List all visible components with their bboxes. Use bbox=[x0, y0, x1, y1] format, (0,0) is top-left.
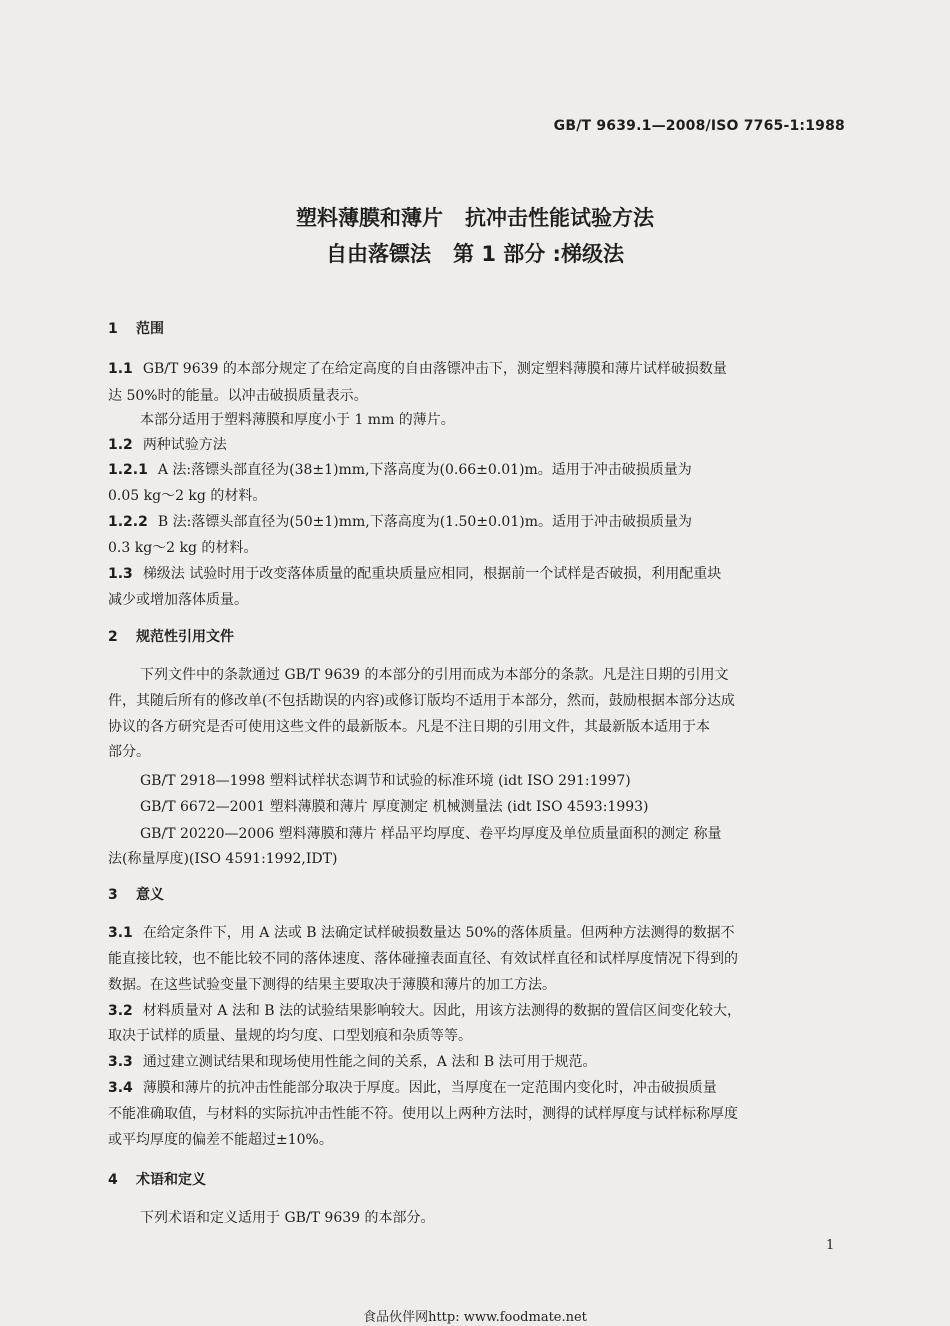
section-heading: 4 术语和定义 bbox=[108, 1172, 206, 1188]
paragraph-line: 取决于试样的质量、量规的均匀度、口型划痕和杂质等等。 bbox=[108, 1028, 472, 1044]
document-title-line-1 bbox=[0, 202, 950, 232]
paragraph-line: 件，其随后所有的修改单(不包括勘误的内容)或修订版均不适用于本部分，然而，鼓励根据本部分达成 bbox=[108, 693, 735, 709]
page-number: 1 bbox=[826, 1238, 835, 1253]
section-heading: 3 意义 bbox=[108, 887, 164, 903]
paragraph-line: 下列文件中的条款通过 GB/T 9639 的本部分的引用而成为本部分的条款。凡是注日期的引用文 bbox=[140, 667, 729, 683]
section-heading: 2 规范性引用文件 bbox=[108, 629, 234, 645]
title-part: 抗冲击性能试验方法 bbox=[465, 206, 654, 230]
paragraph-line: 减少或增加落体质量。 bbox=[108, 592, 248, 608]
paragraph-line: 下列术语和定义适用于 GB/T 9639 的本部分。 bbox=[140, 1210, 435, 1226]
paragraph-line: 1.3 梯级法 试验时用于改变落体质量的配重块质量应相同，根据前一个试样是否破损，利用配重块 bbox=[108, 566, 722, 582]
paragraph-line: 1.2 两种试验方法 bbox=[108, 437, 227, 453]
reference-entry: GB/T 20220—2006 塑料薄膜和薄片 样品平均厚度、卷平均厚度及单位质量面积的测定 称量 bbox=[140, 826, 722, 842]
paragraph-line: 3.3 通过建立测试结果和现场使用性能之间的关系，A 法和 B 法可用于规范。 bbox=[108, 1054, 597, 1070]
paragraph-line: 达 50%时的能量。以冲击破损质量表示。 bbox=[108, 388, 368, 404]
paragraph-line: 0.3 kg～2 kg 的材料。 bbox=[108, 540, 258, 556]
paragraph-line: 本部分适用于塑料薄膜和厚度小于 1 mm 的薄片。 bbox=[140, 412, 455, 428]
section-heading: 1 范围 bbox=[108, 321, 164, 337]
reference-entry: 法(称量厚度)(ISO 4591:1992,IDT) bbox=[108, 851, 338, 867]
paragraph-line: 1.2.2 B 法:落镖头部直径为(50±1)mm,下落高度为(1.50±0.01)m。适用于冲击破损质量为 bbox=[108, 514, 692, 530]
paragraph-line: 能直接比较，也不能比较不同的落体速度、落体碰撞表面直径、有效试样直径和试样厚度情况下得到的 bbox=[108, 951, 738, 967]
paragraph-line: 部分。 bbox=[108, 744, 150, 760]
paragraph-line: 或平均厚度的偏差不能超过±10%。 bbox=[108, 1132, 333, 1148]
paragraph-line: 协议的各方研究是否可使用这些文件的最新版本。凡是不注日期的引用文件，其最新版本适用于本 bbox=[108, 719, 710, 735]
paragraph-line: 3.2 材料质量对 A 法和 B 法的试验结果影响较大。因此，用该方法测得的数据的置信区间变化较大， bbox=[108, 1003, 742, 1019]
document-title-line-2 bbox=[0, 238, 950, 268]
title-part: 第 1 部分 :梯级法 bbox=[453, 242, 624, 266]
reference-entry: GB/T 2918—1998 塑料试样状态调节和试验的标准环境 (idt ISO 291:1997) bbox=[140, 773, 631, 789]
paragraph-line: 0.05 kg～2 kg 的材料。 bbox=[108, 488, 267, 504]
title-part: 自由落镖法 bbox=[326, 242, 432, 266]
paragraph-line: 3.1 在给定条件下，用 A 法或 B 法确定试样破损数量达 50%的落体质量。但两种方法测得的数据不 bbox=[108, 925, 735, 941]
paragraph-line: 3.4 薄膜和薄片的抗冲击性能部分取决于厚度。因此，当厚度在一定范围内变化时，冲击破损质量 bbox=[108, 1080, 717, 1096]
standard-number-header: GB/T 9639.1—2008/ISO 7765-1:1988 bbox=[553, 118, 845, 134]
title-part: 塑料薄膜和薄片 bbox=[296, 206, 443, 230]
reference-entry: GB/T 6672—2001 塑料薄膜和薄片 厚度测定 机械测量法 (idt ISO 4593:1993) bbox=[140, 799, 649, 815]
paragraph-line: 1.1 GB/T 9639 的本部分规定了在给定高度的自由落镖冲击下，测定塑料薄膜和薄片试样破损数量 bbox=[108, 361, 727, 377]
paragraph-line: 1.2.1 A 法:落镖头部直径为(38±1)mm,下落高度为(0.66±0.01)m。适用于冲击破损质量为 bbox=[108, 462, 692, 478]
paragraph-line: 数据。在这些试验变量下测得的结果主要取决于薄膜和薄片的加工方法。 bbox=[108, 977, 556, 993]
paragraph-line: 不能准确取值，与材料的实际抗冲击性能不符。使用以上两种方法时，测得的试样厚度与试样标称厚度 bbox=[108, 1106, 738, 1122]
footer-watermark: 食品伙伴网http: www.foodmate.net bbox=[363, 1310, 587, 1325]
